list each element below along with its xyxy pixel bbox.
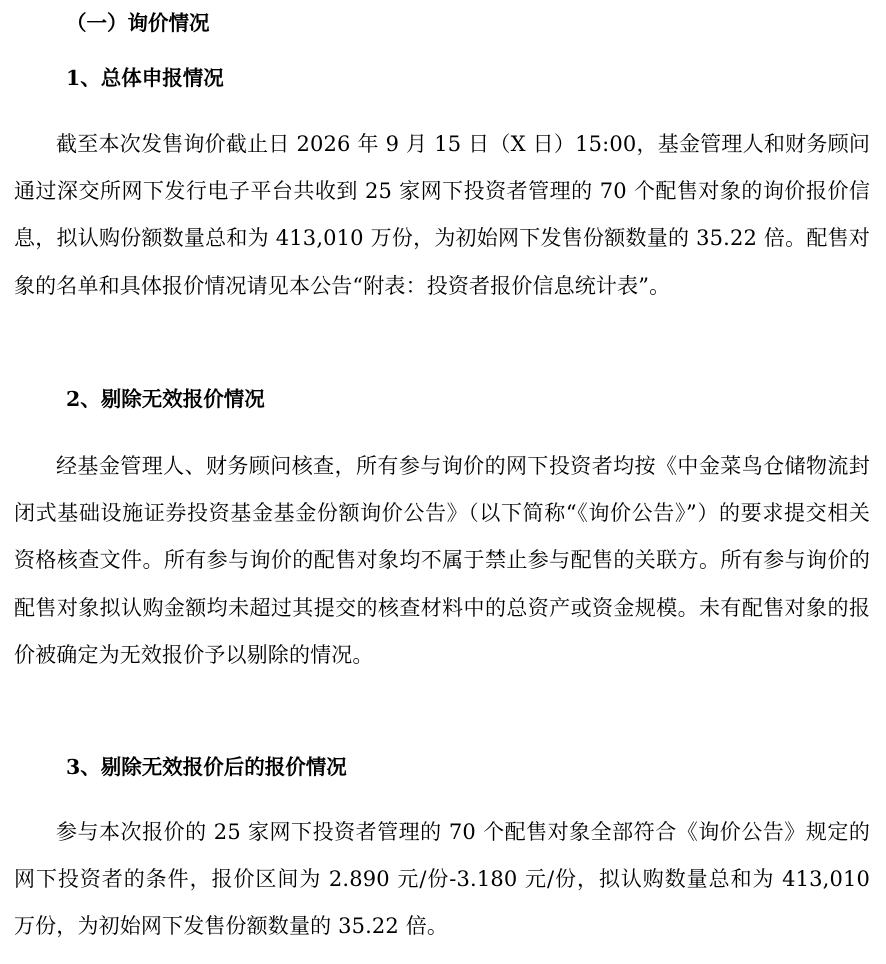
paragraph-overall-declaration: 截至本次发售询价截止日 2026 年 9 月 15 日（X 日）15:00，基金管理人和财务顾问通过深交所网下发行电子平台共收到 25 家网下投资者管理的 70 个配售对象的询价报价信息，拟认购份额数量总和为 413,010 万份，为初始网下发售份额数量的 35.22 倍。配售对象的名单和具体报价情况请见本公告“附表：投资者报价信息统计表”。 <box>14 132 870 298</box>
section-title: （一）询价情况 <box>66 11 210 35</box>
subsection-heading-1: 1、总体申报情况 <box>66 66 224 90</box>
paragraph-invalid-quotes-removal: 经基金管理人、财务顾问核查，所有参与询价的网下投资者均按《中金菜鸟仓储物流封闭式基础设施证券投资基金基金份额询价公告》（以下简称“《询价公告》”）的要求提交相关资格核查文件。所有参与询价的配售对象均不属于禁止参与配售的关联方。所有参与询价的配售对象拟认购金额均未超过其提交的核查材料中的总资产或资金规模。未有配售对象的报价被确定为无效报价予以剔除的情况。 <box>14 454 870 667</box>
subsection-heading-3: 3、剔除无效报价后的报价情况 <box>66 755 347 779</box>
subsection-heading-2: 2、剔除无效报价情况 <box>66 387 265 411</box>
paragraph-valid-quotes: 参与本次报价的 25 家网下投资者管理的 70 个配售对象全部符合《询价公告》规定的网下投资者的条件，报价区间为 2.890 元/份-3.180 元/份，拟认购数量总和为 413,010 万份，为初始网下发售份额数量的 35.22 倍。 <box>14 820 870 939</box>
